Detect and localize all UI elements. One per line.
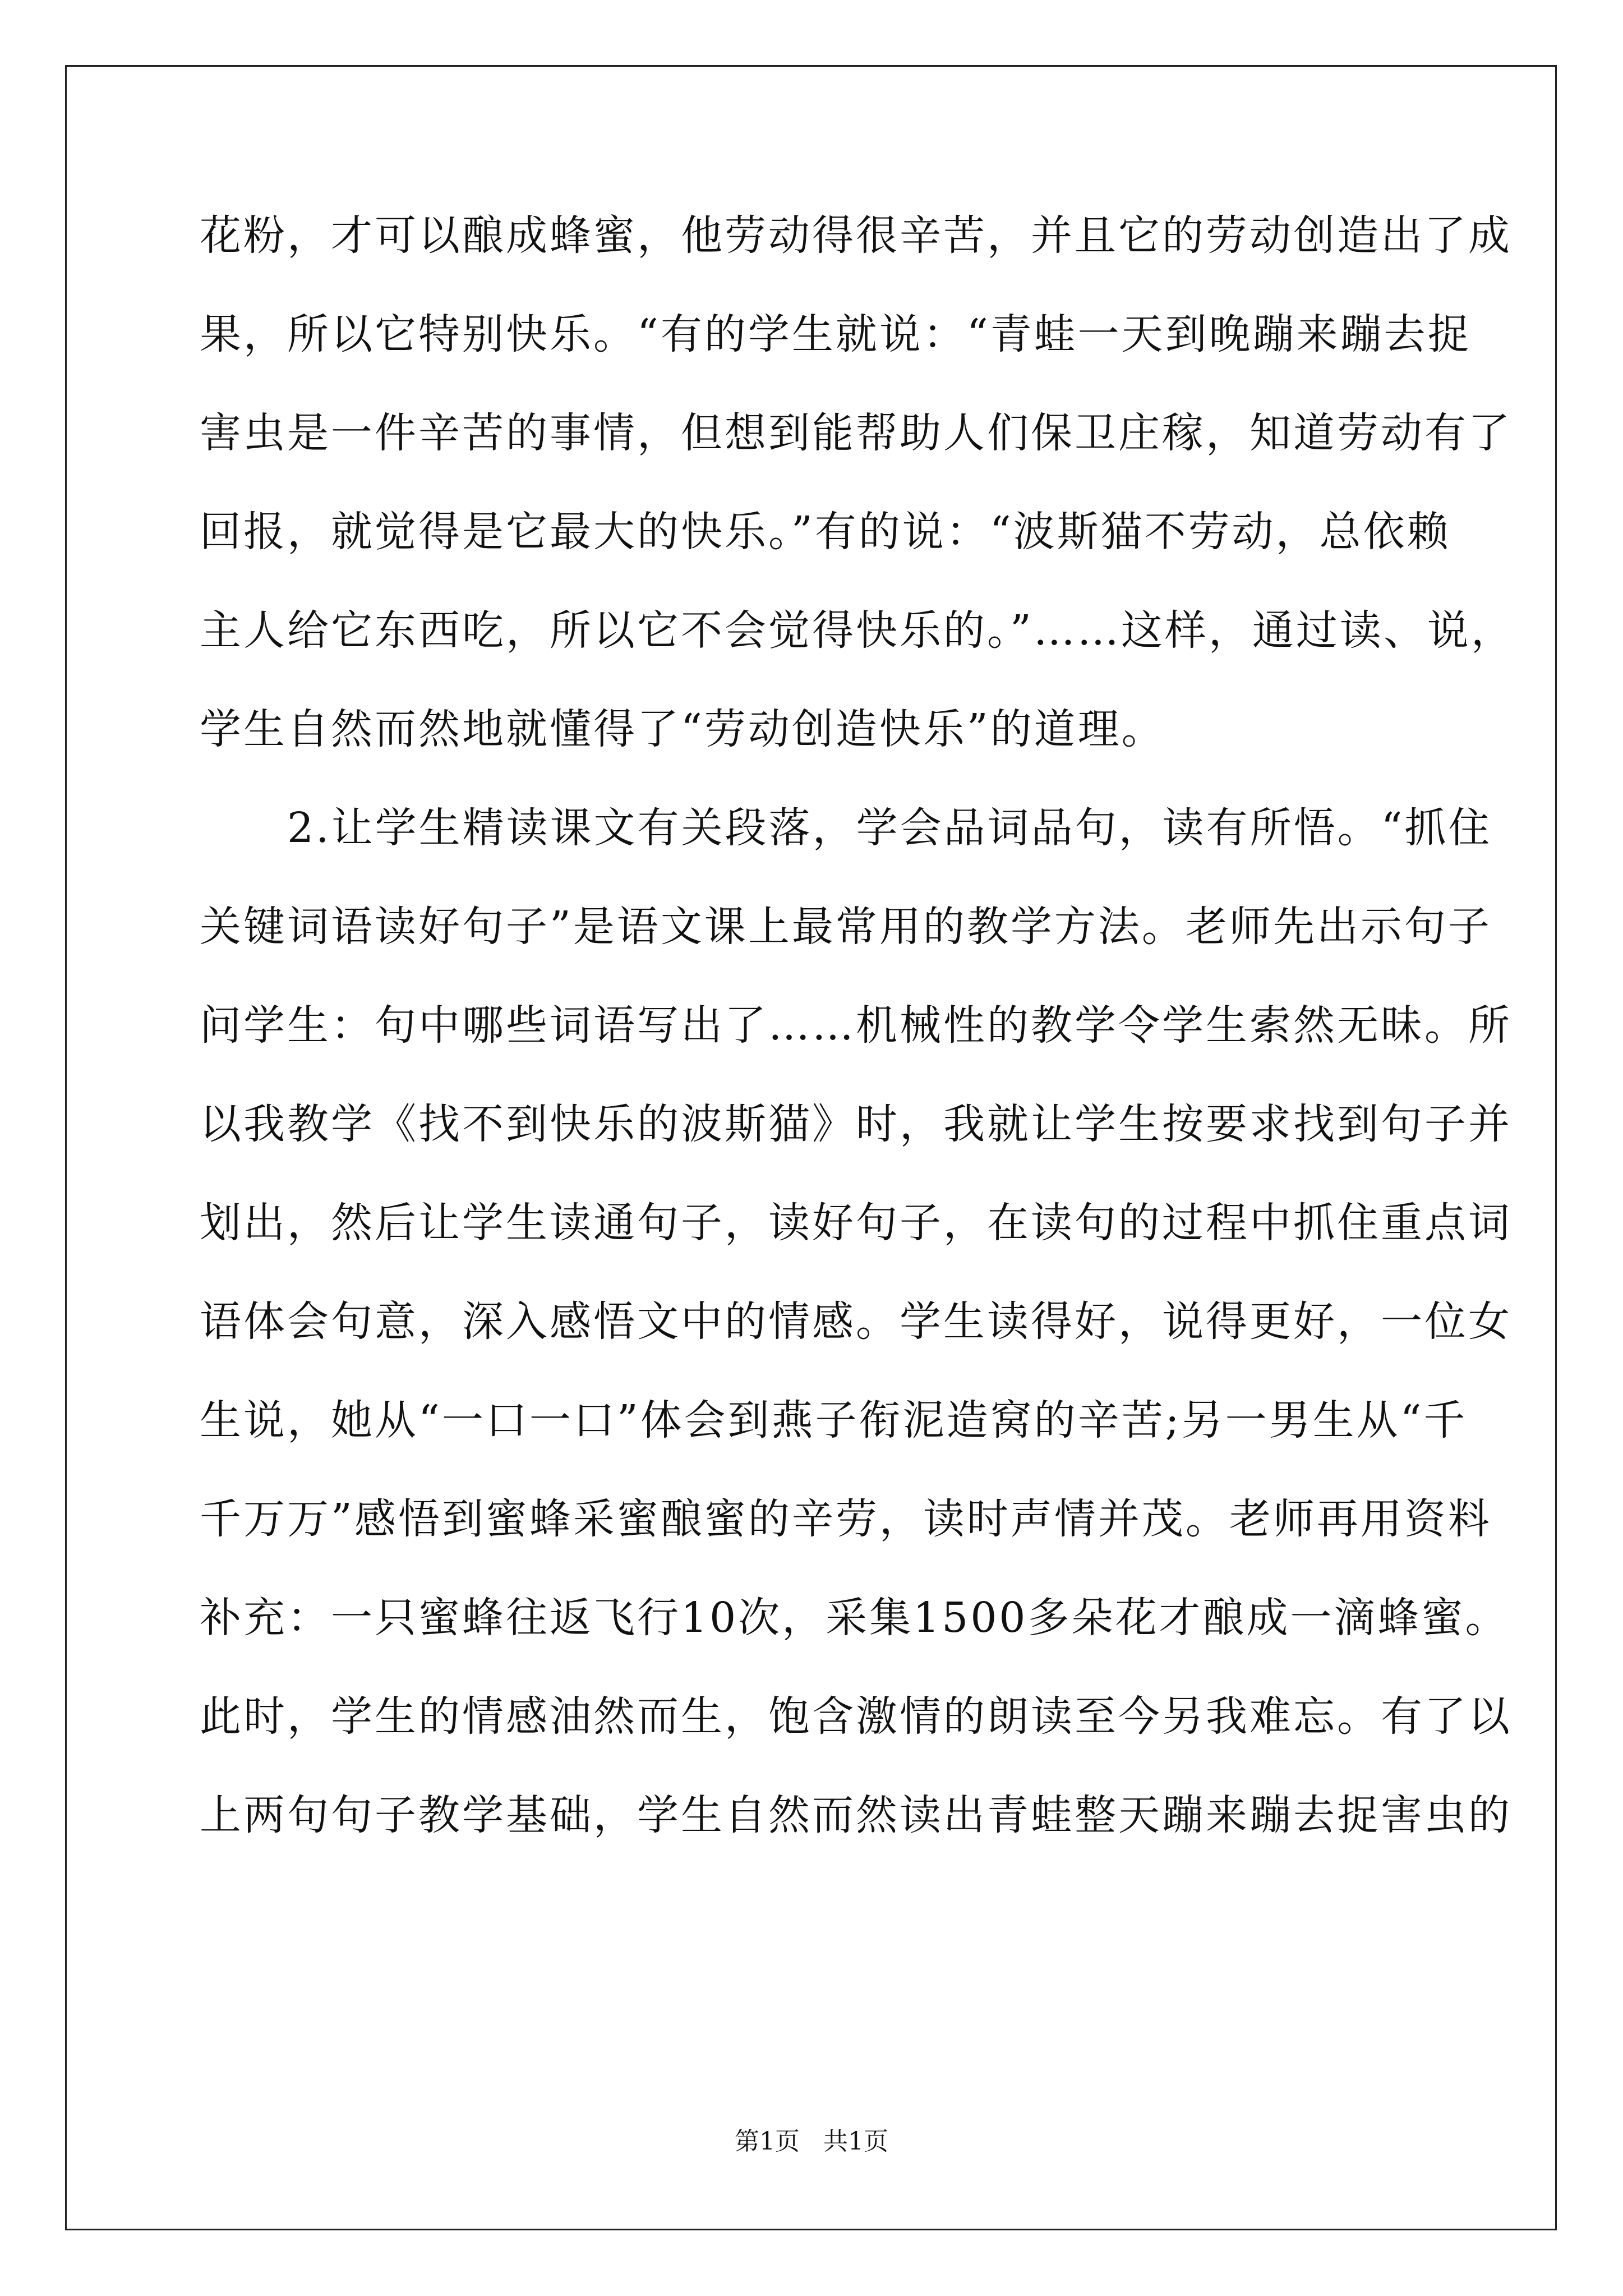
text-line: 生说，她从“一口一口”体会到燕子衔泥造窝的辛苦;另一男生从“千	[200, 1396, 1468, 1444]
text-line: 此时，学生的情感油然而生，饱含激情的朗读至今另我难忘。有了以	[200, 1692, 1512, 1741]
text-line: 主人给它东西吃，所以它不会觉得快乐的。”……这样，通过读、说，	[200, 606, 1515, 655]
text-line: 千万万”感悟到蜜蜂采蜜酿蜜的辛劳，读时声情并茂。老师再用资料	[200, 1495, 1492, 1543]
text-line: 语体会句意，深入感悟文中的情感。学生读得好，说得更好，一位女	[200, 1297, 1512, 1346]
text-line: 2.让学生精读课文有关段落，学会品词品句，读有所悟。“抓住	[200, 804, 1492, 852]
text-line: 果，所以它特别快乐。“有的学生就说：“青蛙一天到晚蹦来蹦去捉	[200, 310, 1472, 358]
text-line: 补充：一只蜜蜂往返飞行10次，采集1500多朵花才酿成一滴蜂蜜。	[200, 1594, 1509, 1642]
text-line: 以我教学《找不到快乐的波斯猫》时，我就让学生按要求找到句子并	[200, 1100, 1512, 1148]
text-line: 上两句句子教学基础，学生自然而然读出青蛙整天蹦来蹦去捉害虫的	[200, 1791, 1512, 1839]
text-line: 害虫是一件辛苦的事情，但想到能帮助人们保卫庄稼，知道劳动有了	[200, 409, 1512, 457]
page-number-footer: 第1页 共1页	[735, 2127, 888, 2156]
text-line: 学生自然而然地就懂得了“劳动创造快乐”的道理。	[200, 705, 1165, 753]
text-line: 划出，然后让学生读通句子，读好句子，在读句的过程中抓住重点词	[200, 1199, 1512, 1247]
text-line: 关键词语读好句子”是语文课上最常用的教学方法。老师先出示句子	[200, 903, 1492, 951]
text-line: 回报，就觉得是它最大的快乐。”有的说：“波斯猫不劳动，总依赖	[200, 508, 1451, 556]
text-line: 花粉，才可以酿成蜂蜜，他劳动得很辛苦，并且它的劳动创造出了成	[200, 211, 1512, 260]
text-line: 问学生：句中哪些词语写出了……机械性的教学令学生索然无昧。所	[200, 1001, 1512, 1050]
